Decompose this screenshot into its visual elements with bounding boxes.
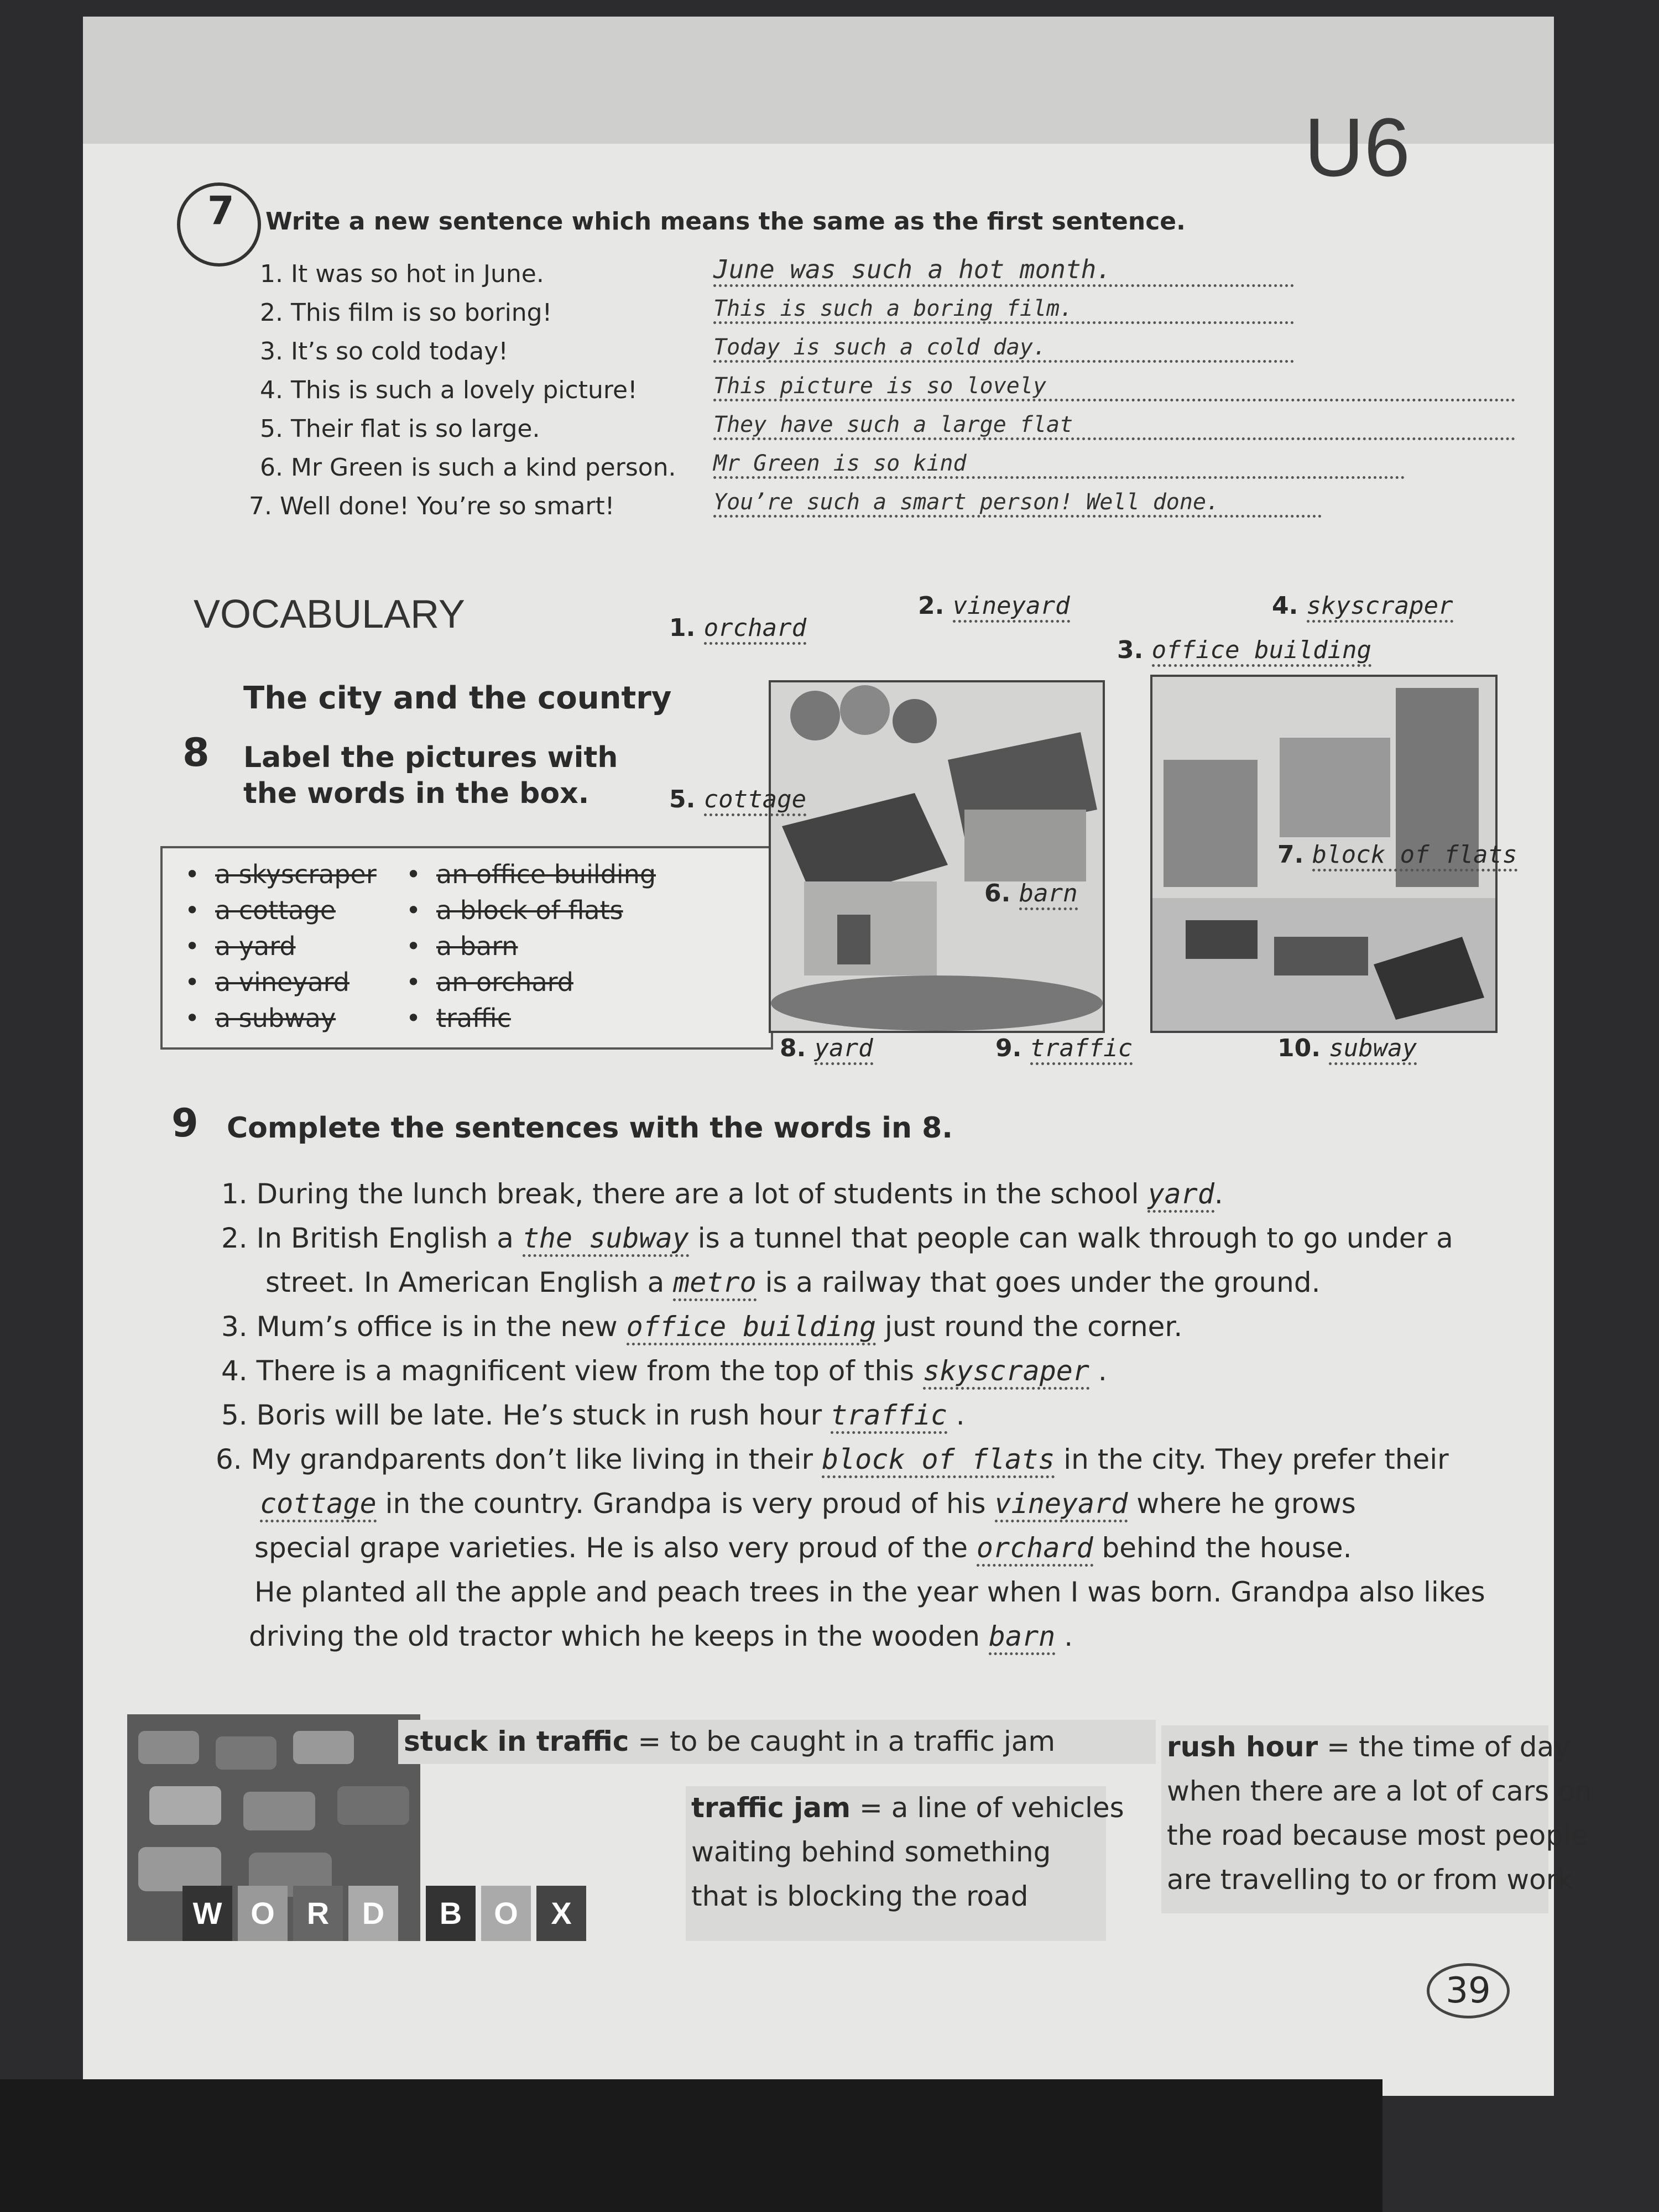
ex7-item-6: 6. Mr Green is such a kind person.: [260, 453, 676, 482]
ex9-sentence-6a: 6. My grandparents don’t like living in their block of flats in the city. They prefer their: [216, 1443, 1449, 1475]
word-vineyard: • a vineyard: [215, 967, 349, 997]
word-box-tile-d: D: [348, 1886, 398, 1941]
exercise-9-title: Complete the sentences with the words in 8.: [227, 1112, 953, 1145]
picture-label-8: 8. yard: [780, 1034, 873, 1062]
word-yard: • a yard: [215, 931, 296, 961]
picture-label-3: 3. office building: [1117, 636, 1371, 664]
countryside-drawing: [771, 682, 1103, 1031]
ex7-item-4: 4. This is such a lovely picture!: [260, 376, 638, 404]
picture-label-7: 7. block of flats: [1277, 841, 1517, 869]
ex9-sentence-6c: special grape varieties. He is also very proud of the orchard behind the house.: [254, 1532, 1352, 1564]
ex9-sentence-2a: 2. In British English a the subway is a tunnel that people can walk through to go under a: [221, 1222, 1453, 1254]
word-office-building: • an office building: [436, 859, 656, 889]
ex9-sentence-6d: He planted all the apple and peach trees in the year when I was born. Grandpa also likes: [254, 1576, 1485, 1608]
picture-label-1: 1. orchard: [669, 614, 806, 642]
rush-hour-gloss-3: the road because most people: [1167, 1819, 1588, 1851]
picture-label-5: 5. cottage: [669, 785, 806, 813]
workbook-page: [83, 17, 1593, 2096]
word-box-tile-o2: O: [481, 1886, 531, 1941]
ex7-answer-3[interactable]: Today is such a cold day.: [713, 335, 1294, 363]
word-subway: • a subway: [215, 1003, 336, 1033]
word-cottage: • a cottage: [215, 895, 336, 925]
unit-label: U6: [1304, 101, 1410, 194]
word-traffic: • traffic: [436, 1003, 511, 1033]
word-orchard: • an orchard: [436, 967, 573, 997]
rush-hour-gloss-4: are travelling to or from work: [1167, 1864, 1574, 1896]
picture-label-10: 10. subway: [1277, 1034, 1417, 1062]
stuck-in-traffic-gloss: stuck in traffic = to be caught in a traffic jam: [404, 1725, 1056, 1757]
vocabulary-heading: VOCABULARY: [194, 592, 465, 637]
traffic-jam-gloss-1: traffic jam = a line of vehicles: [691, 1792, 1124, 1824]
page-number: 39: [1427, 1963, 1510, 2018]
ex7-answer-5[interactable]: They have such a large flat: [713, 412, 1515, 440]
rush-hour-gloss-2: when there are a lot of cars on: [1167, 1775, 1593, 1807]
background-shadow: [0, 2079, 1383, 2212]
countryside-illustration: [769, 680, 1105, 1033]
word-skyscraper: • a skyscraper: [215, 859, 377, 889]
ex9-sentence-6b: cottage in the country. Grandpa is very proud of his vineyard where he grows: [260, 1488, 1356, 1520]
ex7-answer-7[interactable]: You’re such a smart person! Well done.: [713, 489, 1322, 518]
exercise-9-number: 9: [171, 1100, 199, 1146]
picture-label-2: 2. vineyard: [918, 592, 1070, 620]
rush-hour-gloss-1: rush hour = the time of day: [1167, 1731, 1571, 1763]
word-box-tile-w: W: [182, 1886, 232, 1941]
traffic-jam-gloss-2: waiting behind something: [691, 1836, 1051, 1868]
ex7-item-1: 1. It was so hot in June.: [260, 260, 544, 288]
section-title: The city and the country: [243, 680, 672, 716]
word-barn: • a barn: [436, 931, 518, 961]
exercise-8-title-1: Label the pictures with: [243, 741, 618, 774]
word-box-tile-o: O: [238, 1886, 288, 1941]
word-box-tile-r: R: [293, 1886, 343, 1941]
exercise-7-number: 7: [207, 188, 234, 233]
exercise-8-title-2: the words in the box.: [243, 777, 589, 810]
ex7-answer-6[interactable]: Mr Green is so kind: [713, 451, 1405, 479]
exercise-7-title: Write a new sentence which means the same as the first sentence.: [265, 207, 1186, 236]
picture-label-6: 6. barn: [984, 879, 1078, 907]
exercise-8-number: 8: [182, 730, 210, 775]
word-box-tile-x: X: [536, 1886, 586, 1941]
ex7-answer-4[interactable]: This picture is so lovely: [713, 373, 1515, 401]
picture-label-4: 4. skyscraper: [1272, 592, 1453, 620]
ex9-sentence-5: 5. Boris will be late. He’s stuck in rush hour traffic .: [221, 1399, 965, 1431]
word-block-of-flats: • a block of flats: [436, 895, 623, 925]
picture-label-9: 9. traffic: [995, 1034, 1133, 1062]
ex7-item-2: 2. This film is so boring!: [260, 299, 552, 327]
ex7-item-3: 3. It’s so cold today!: [260, 337, 508, 366]
word-box-tile-b: B: [426, 1886, 476, 1941]
ex9-sentence-3: 3. Mum’s office is in the new office building just round the corner.: [221, 1311, 1182, 1343]
ex9-sentence-1: 1. During the lunch break, there are a lot of students in the school yard.: [221, 1178, 1223, 1210]
ex9-sentence-6e: driving the old tractor which he keeps in the wooden barn .: [249, 1620, 1073, 1652]
ex7-item-7: 7. Well done! You’re so smart!: [249, 492, 615, 520]
ex7-answer-2[interactable]: This is such a boring film.: [713, 296, 1294, 324]
ex9-sentence-4: 4. There is a magnificent view from the top of this skyscraper .: [221, 1355, 1107, 1387]
traffic-jam-gloss-3: that is blocking the road: [691, 1880, 1029, 1912]
ex7-item-5: 5. Their flat is so large.: [260, 415, 540, 443]
ex7-answer-1[interactable]: June was such a hot month.: [713, 254, 1294, 287]
word-box: [160, 846, 773, 1050]
ex9-sentence-2b: street. In American English a metro is a railway that goes under the ground.: [265, 1266, 1321, 1298]
